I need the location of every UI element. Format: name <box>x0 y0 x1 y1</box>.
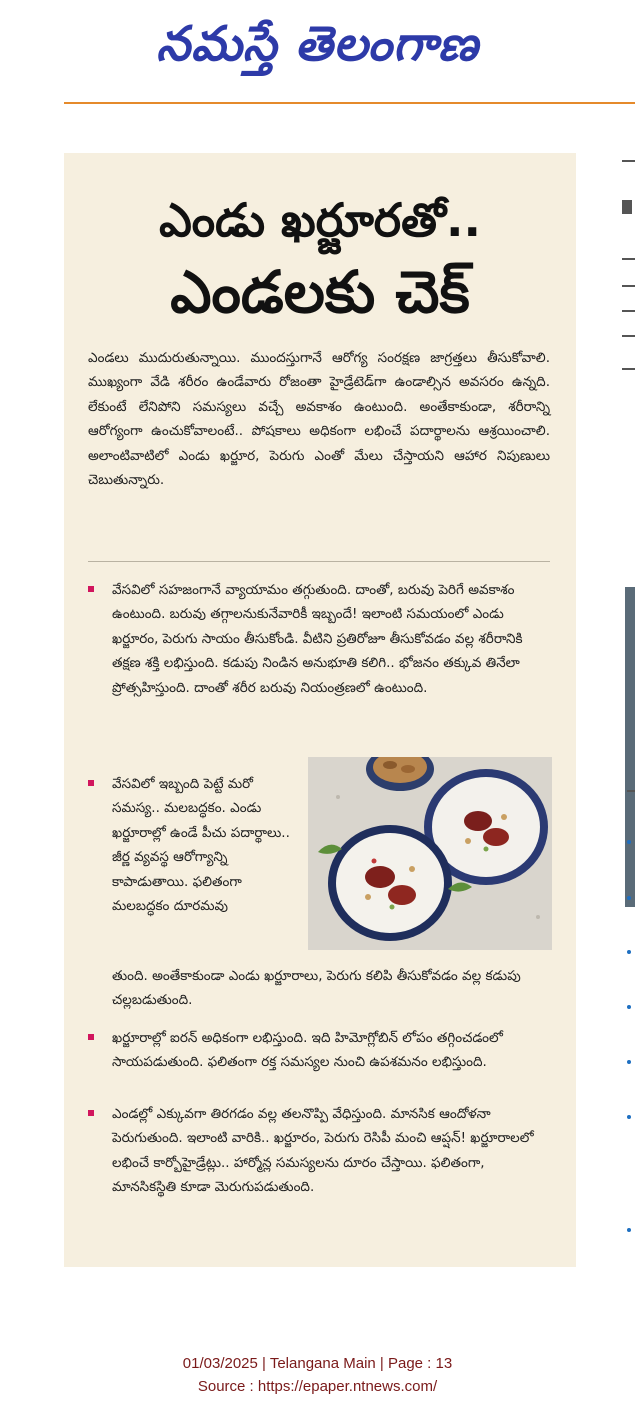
newspaper-logo: నమస్తే తెలంగాణ <box>156 16 479 72</box>
bullet-dot-icon <box>627 840 631 844</box>
adjacent-text-fragment <box>622 368 635 370</box>
bullet-text: ఖర్జూరాల్లో ఐరన్ అధికంగా లభిస్తుంది. ఇది హిమోగ్లోబిన్ లోపం తగ్గించడంలో సాయపడుతుంది. ఫలితంగా రక్త సమస్యల నుంచి ఉపశమనం లభిస్తుంది. <box>112 1030 503 1071</box>
page-footer <box>0 1352 635 1398</box>
section-divider <box>88 561 550 562</box>
headline-line-2: ఎండలకు చెక్ <box>170 258 470 326</box>
bullet-dot-icon <box>627 950 631 954</box>
bullet-square-icon <box>88 586 94 592</box>
footer-source-line: Source : https://epaper.ntnews.com/ <box>197 1378 438 1395</box>
adjacent-text-fragment <box>622 310 635 312</box>
adjacent-photo <box>625 587 635 907</box>
bullet-dot-icon <box>627 1005 631 1009</box>
bullet-text: ఎండల్లో ఎక్కువగా తిరగడం వల్ల తలనొప్పి వేధిస్తుంది. మానసిక ఆందోళనా పెరుగుతుంది. ఇలాంటి వారికి.. ఖర్జూరం, పెరుగు రెసిపీ మంచి ఆప్షన్! ఖర్జూరాలలో లభించే కార్బోహైడ్రేట్లు.. హార్మోన్ల సమస్యలను దూరం చేస్తాయి. ఫలితంగా, మానసికస్థితి కూడా మెరుగుపడుతుంది. <box>112 1106 534 1196</box>
adjacent-text-fragment <box>627 790 635 792</box>
bullet-dot-icon <box>627 896 631 900</box>
masthead <box>0 0 635 100</box>
article-intro: ఎండలు ముదురుతున్నాయి. ముందస్తుగానే ఆరోగ్య సంరక్షణ జాగ్రత్తలు తీసుకోవాలి. ముఖ్యంగా వేడి శరీరం ఉండేవారు రోజంతా హైడ్రేటెడ్‌గా ఉండాల్సిన అవసరం ఉన్నది. లేకుంటే లేనిపోని సమస్యలు వచ్చే అవకాశం ఉంటుంది. అంతేకాకుండా, శరీరాన్ని ఆరోగ్యంగా ఉంచుకోవాలంటే.. పోషకాలు అధికంగా లభించే పదార్థాలను ఆశ్రయించాలి. అలాంటివాటిలో ఎండు ఖర్జూర, పెరుగు ఎంతో మేలు చేస్తాయని ఆహార నిపుణులు చెబుతున్నారు. <box>88 350 550 489</box>
adjacent-text-fragment <box>622 285 635 287</box>
bullet-dot-icon <box>627 1115 631 1119</box>
footer-date-line: 01/03/2025 | Telangana Main | Page : 13 <box>182 1355 453 1372</box>
bullet-dot-icon <box>627 1060 631 1064</box>
headline-line-1: ఎండు ఖర్జూరతో.. <box>159 193 481 247</box>
bullet-text: వేసవిలో సహజంగానే వ్యాయామం తగ్గుతుంది. దాంతో, బరువు పెరిగే అవకాశం ఉంటుంది. బరువు తగ్గాలనుకునేవారికీ ఇబ్బందే! ఇలాంటి సమయంలో ఎండు ఖర్జూరం, పెరుగు సాయం తీసుకోండి. వీటిని ప్రతిరోజూ తీసుకోవడం వల్ల శరీరానికి తక్షణ శక్తి లభిస్తుంది. కడుపు నిండిన అనుభూతి కలిగి.. భోజనం తక్కువ తినేలా ప్రోత్సహిస్తుంది. దాంతో శరీర బరువు నియంత్రణలో ఉంటుంది. <box>112 582 523 696</box>
adjacent-text-fragment <box>622 200 632 214</box>
bullet-square-icon <box>88 1034 94 1040</box>
bullet-square-icon <box>88 1110 94 1116</box>
photo-illustration <box>308 757 552 950</box>
dates-yogurt-bowls-photo <box>308 757 552 950</box>
bullet-square-icon <box>88 780 94 786</box>
adjacent-text-fragment <box>622 258 635 260</box>
adjacent-column <box>622 150 635 1270</box>
bullet-text: వేసవిలో ఇబ్బంది పెట్టే మరో సమస్య.. మలబద్ధకం. ఎండు ఖర్జూరాల్లో ఉండే పీచు పదార్థాలు.. జీర్ణ వ్యవస్థ ఆరోగ్యాన్ని కాపాడుతాయి. ఫలితంగా మలబద్ధకం దూరమవు <box>112 776 290 915</box>
list-item <box>88 1026 550 1075</box>
adjacent-text-fragment <box>622 335 635 337</box>
adjacent-text-fragment <box>622 160 635 162</box>
bullet-text-continued: తుంది. అంతేకాకుండా ఎండు ఖర్జూరాలు, పెరుగు కలిపి తీసుకోవడం వల్ల కడుపు చల్లబడుతుంది. <box>112 968 521 1009</box>
list-item <box>88 578 550 700</box>
list-item <box>88 1102 550 1200</box>
bullet-dot-icon <box>627 1228 631 1232</box>
masthead-rule <box>64 102 635 104</box>
